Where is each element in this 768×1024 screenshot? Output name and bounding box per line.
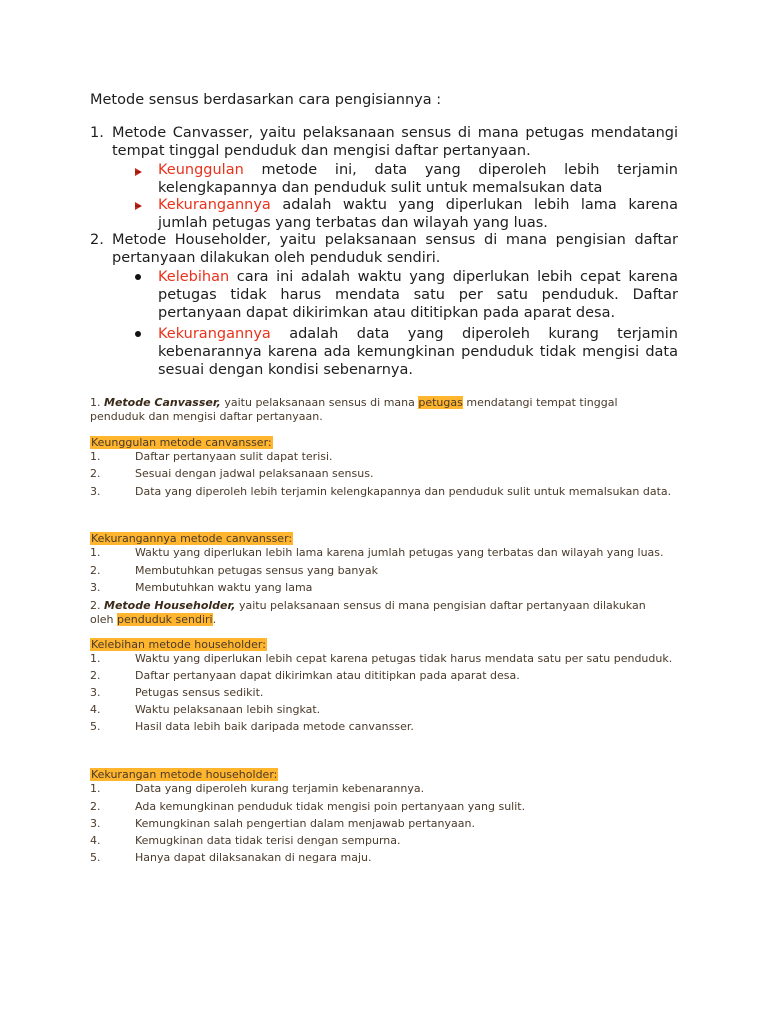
list-text: Data yang diperoleh kurang terjamin kebenarannya. bbox=[135, 782, 425, 795]
list-text: Hanya dapat dilaksanakan di negara maju. bbox=[135, 851, 372, 864]
list-text: Sesuai dengan jadwal pelaksanaan sensus. bbox=[135, 467, 374, 480]
list-number: 5. bbox=[90, 720, 101, 733]
list-number: 2. bbox=[90, 232, 104, 248]
paragraph-text: yaitu pelaksanaan sensus di mana pengisian daftar pertanyaan dilakukan oleh bbox=[90, 599, 646, 626]
sub-item-label: Kelebihan bbox=[158, 269, 230, 285]
list-number: 1. bbox=[90, 652, 101, 665]
paragraph-title: Metode Householder, bbox=[104, 599, 236, 612]
list-text: Daftar pertanyaan dapat dikirimkan atau dititipkan pada aparat desa. bbox=[135, 669, 520, 682]
list-number: 2. bbox=[90, 467, 101, 480]
list-text: Membutuhkan petugas sensus yang banyak bbox=[135, 564, 378, 577]
document-heading: Metode sensus berdasarkan cara pengisiannya : bbox=[90, 92, 442, 108]
sub-item-label: Keunggulan bbox=[158, 162, 244, 178]
list-number: 1. bbox=[90, 450, 101, 463]
list-text: Waktu yang diperlukan lebih lama karena jumlah petugas yang terbatas dan wilayah yang luas. bbox=[135, 546, 664, 559]
highlighted-text: penduduk sendiri bbox=[117, 613, 213, 626]
list-number: 3. bbox=[90, 581, 101, 594]
list-number: 2. bbox=[90, 564, 101, 577]
list-number: 2. bbox=[90, 669, 101, 682]
list-number: 4. bbox=[90, 703, 101, 716]
paragraph-title: Metode Canvasser, bbox=[104, 396, 221, 409]
list-text: Kemungkinan salah pengertian dalam menjawab pertanyaan. bbox=[135, 817, 475, 830]
canvasser-paragraph bbox=[90, 396, 670, 424]
paragraph-text: mendatangi tempat tinggal penduduk dan mengisi daftar pertanyaan. bbox=[90, 396, 618, 423]
list-number: 1. bbox=[90, 125, 104, 141]
section-title-kelebihan-householder: Kelebihan metode householder: bbox=[91, 638, 266, 651]
list-text: Ada kemungkinan penduduk tidak mengisi poin pertanyaan yang sulit. bbox=[135, 800, 526, 813]
paragraph-text: yaitu pelaksanaan sensus di mana bbox=[220, 396, 419, 409]
paragraph-number: 1. bbox=[90, 396, 104, 409]
black-dot-bullet-icon bbox=[135, 274, 141, 280]
list-text: Waktu yang diperlukan lebih cepat karena petugas tidak harus mendata satu per satu penduduk. bbox=[135, 652, 673, 665]
paragraph-number: 2. bbox=[90, 599, 104, 612]
list-text: Membutuhkan waktu yang lama bbox=[135, 581, 313, 594]
section-title-kekurangan-householder: Kekurangan metode householder: bbox=[91, 768, 278, 781]
highlighted-text: petugas bbox=[418, 396, 463, 409]
paragraph-text: . bbox=[212, 613, 217, 626]
householder-paragraph bbox=[90, 599, 670, 627]
sub-item-text: adalah waktu yang diperlukan lebih lama karena jumlah petugas yang terbatas dan wilayah yang luas. bbox=[158, 197, 678, 231]
list-text: Waktu pelaksanaan lebih singkat. bbox=[135, 703, 321, 716]
list-number: 1. bbox=[90, 546, 101, 559]
list-number: 1. bbox=[90, 782, 101, 795]
sub-item-kekurangan-2 bbox=[158, 325, 678, 379]
list-text: Hasil data lebih baik daripada metode canvansser. bbox=[135, 720, 414, 733]
list-number: 2. bbox=[90, 800, 101, 813]
list-text: Daftar pertanyaan sulit dapat terisi. bbox=[135, 450, 333, 463]
section-title-keunggulan: Keunggulan metode canvansser: bbox=[91, 436, 272, 449]
sub-item-text: adalah data yang diperoleh kurang terjamin kebenarannya karena ada kemungkinan penduduk tidak mengisi data sesuai dengan kondisi sebenarnya. bbox=[158, 326, 678, 378]
section-title-kekurangan-canvansser: Kekurangannya metode canvansser: bbox=[91, 532, 293, 545]
red-arrow-bullet-icon bbox=[134, 167, 144, 177]
list-item-text: Metode Canvasser, yaitu pelaksanaan sensus di mana petugas mendatangi tempat tinggal penduduk dan mengisi daftar pertanyaan. bbox=[112, 125, 678, 159]
list-number: 5. bbox=[90, 851, 101, 864]
list-item-2 bbox=[90, 231, 678, 267]
list-item-text: Metode Householder, yaitu pelaksanaan sensus di mana pengisian daftar pertanyaan dilakukan oleh penduduk sendiri. bbox=[112, 232, 678, 266]
sub-item-label: Kekurangannya bbox=[158, 197, 271, 213]
sub-item-label: Kekurangannya bbox=[158, 326, 271, 342]
list-number: 3. bbox=[90, 817, 101, 830]
sub-item-kekurangan bbox=[158, 196, 678, 232]
sub-item-text: cara ini adalah waktu yang diperlukan lebih cepat karena petugas tidak harus mendata satu per satu penduduk. Daftar pertanyaan dapat dikirimkan atau dititipkan pada aparat desa. bbox=[158, 269, 678, 321]
list-text: Data yang diperoleh lebih terjamin kelengkapannya dan penduduk sulit untuk memalsukan data. bbox=[135, 485, 672, 498]
black-dot-bullet-icon bbox=[135, 331, 141, 337]
list-text: Petugas sensus sedikit. bbox=[135, 686, 264, 699]
sub-item-text: metode ini, data yang diperoleh lebih terjamin kelengkapannya dan penduduk sulit untuk memalsukan data bbox=[158, 162, 678, 196]
list-text: Kemugkinan data tidak terisi dengan sempurna. bbox=[135, 834, 401, 847]
red-arrow-bullet-icon bbox=[134, 201, 144, 211]
list-number: 3. bbox=[90, 686, 101, 699]
list-number: 3. bbox=[90, 485, 101, 498]
list-item-1 bbox=[90, 124, 678, 160]
sub-item-keunggulan bbox=[158, 161, 678, 197]
list-number: 4. bbox=[90, 834, 101, 847]
sub-item-kelebihan bbox=[158, 268, 678, 322]
